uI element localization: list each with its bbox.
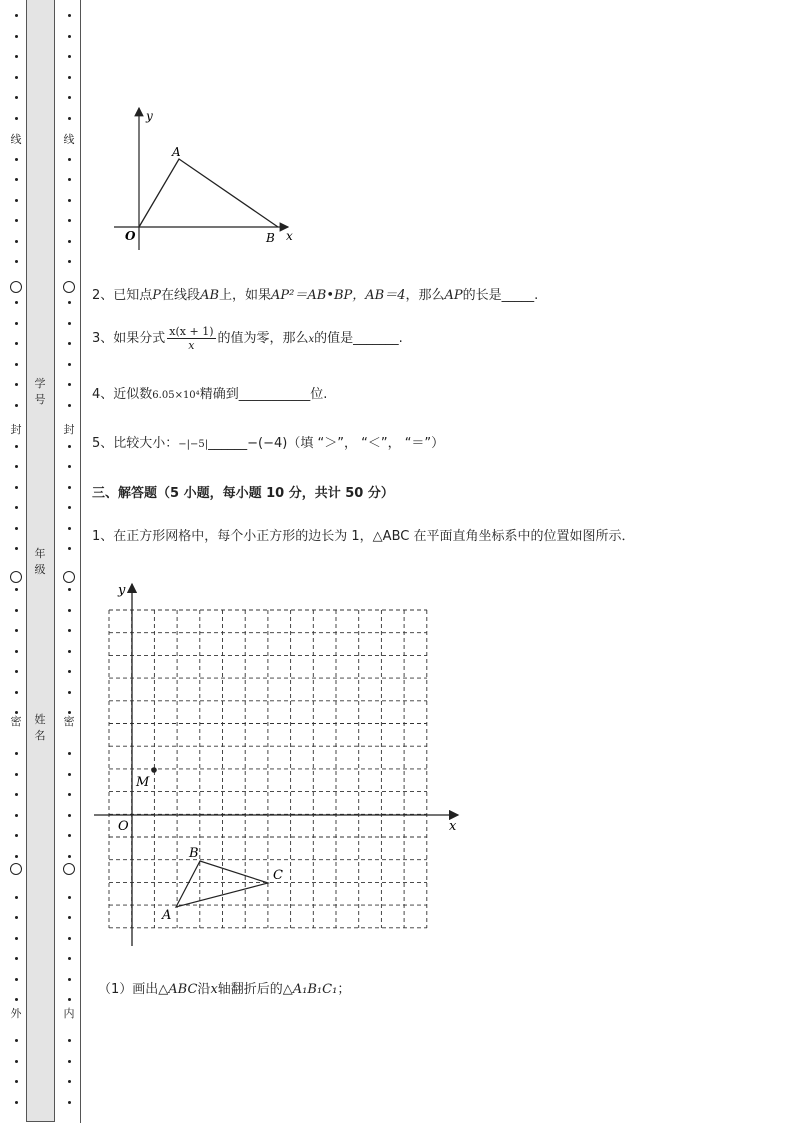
triangle-oab	[139, 159, 278, 227]
binding-dot	[15, 506, 18, 509]
binding-dot	[68, 322, 71, 325]
binding-dot	[68, 342, 71, 345]
sub1-text: 沿	[197, 982, 211, 997]
binding-rule	[80, 0, 81, 1123]
binding-cut-label: 密	[61, 715, 77, 729]
binding-circle	[10, 863, 22, 875]
q3-text: 的值为零，那么	[217, 331, 309, 346]
binding-dot	[15, 445, 18, 448]
binding-dot	[68, 404, 71, 407]
q3-text: 如果分式	[113, 331, 166, 346]
binding-circle	[10, 281, 22, 293]
q4-blank: 精确到___________位.	[199, 387, 328, 402]
binding-dot	[15, 916, 18, 919]
var-a1b1c1: A₁B₁C₁	[292, 982, 338, 997]
binding-circle	[63, 571, 75, 583]
binding-dot	[15, 96, 18, 99]
binding-dot	[68, 547, 71, 550]
binding-dot	[15, 322, 18, 325]
binding-dot	[68, 219, 71, 222]
question-number: 3、	[92, 331, 114, 346]
binding-dot	[68, 793, 71, 796]
binding-dot	[68, 814, 71, 817]
binding-dot	[15, 1101, 18, 1104]
coordinate-grid-figure	[90, 578, 470, 950]
section-heading: 三、解答题（5 小题，每小题 10 分，共计 50 分）	[92, 486, 394, 501]
binding-dot	[15, 363, 18, 366]
q2-text: ，那么	[405, 288, 445, 303]
var-ap: AP	[444, 288, 463, 303]
binding-dot	[68, 711, 71, 714]
var-p: P	[152, 288, 162, 303]
fraction-denominator: x	[188, 339, 195, 352]
binding-cut-label: 封	[61, 423, 77, 437]
binding-dot	[68, 76, 71, 79]
binding-dot	[68, 96, 71, 99]
binding-dot	[68, 957, 71, 960]
point-m	[151, 767, 157, 773]
grade-label: 年级	[34, 547, 46, 576]
binding-dot	[68, 650, 71, 653]
question-number: 5、	[92, 436, 114, 451]
binding-dot	[15, 711, 18, 714]
point-b-label: B	[266, 231, 275, 245]
binding-dot	[15, 773, 18, 776]
binding-dot	[15, 609, 18, 612]
q5-text: 比较大小：	[113, 436, 179, 451]
binding-circle	[10, 571, 22, 583]
point-c-label: C	[273, 868, 283, 883]
approx-number: 6.05×10⁴	[152, 390, 200, 401]
binding-margin	[0, 0, 84, 1123]
point-m-label: M	[136, 775, 150, 790]
binding-dot	[68, 629, 71, 632]
binding-dot	[68, 773, 71, 776]
var-x: x	[210, 982, 218, 997]
binding-cut-label: 线	[8, 133, 24, 147]
var-ab: AB	[200, 288, 220, 303]
q5-left-expression: −|−5|	[178, 439, 209, 450]
binding-dot	[68, 834, 71, 837]
sub1-text: 轴翻折后的△	[217, 982, 293, 997]
binding-dot	[68, 260, 71, 263]
q5-right-expression: −(−4)	[247, 436, 288, 451]
binding-dot	[68, 527, 71, 530]
binding-circle	[63, 863, 75, 875]
binding-dot	[15, 588, 18, 591]
binding-dot	[68, 1060, 71, 1063]
question-number: 4、	[92, 387, 114, 402]
binding-dot	[15, 937, 18, 940]
binding-dot	[15, 55, 18, 58]
binding-dot	[68, 158, 71, 161]
q2-blank: 的长是_____.	[462, 288, 539, 303]
binding-dot	[68, 1101, 71, 1104]
binding-dot	[68, 752, 71, 755]
binding-dot	[15, 1039, 18, 1042]
origin-label: O	[118, 819, 129, 834]
sub1-text: （1）画出△	[98, 982, 169, 997]
q2-equation: AP²＝AB•BP，AB＝4	[271, 288, 406, 303]
binding-dot	[68, 937, 71, 940]
question-4	[92, 383, 327, 402]
binding-dot	[68, 383, 71, 386]
binding-dot	[15, 670, 18, 673]
binding-dot	[68, 855, 71, 858]
var-abc: ABC	[168, 982, 198, 997]
binding-dot	[68, 363, 71, 366]
point-a-label: A	[172, 145, 181, 159]
binding-dot	[68, 486, 71, 489]
binding-dot	[68, 240, 71, 243]
binding-dot	[15, 14, 18, 17]
binding-dot	[68, 117, 71, 120]
q3-blank: 的值是_______.	[314, 331, 403, 346]
x-axis-label: x	[286, 229, 293, 243]
binding-dot	[15, 793, 18, 796]
binding-dot	[15, 629, 18, 632]
y-axis-label: y	[118, 583, 126, 598]
q2-text: 在线段	[161, 288, 201, 303]
name-label: 姓名	[34, 713, 46, 742]
dashed-grid	[109, 610, 427, 928]
binding-cut-label: 封	[8, 423, 24, 437]
binding-dot	[15, 240, 18, 243]
binding-dot	[15, 752, 18, 755]
binding-dot	[68, 301, 71, 304]
y-axis-label: y	[146, 109, 153, 123]
binding-dot	[68, 691, 71, 694]
binding-dot	[15, 1060, 18, 1063]
binding-dot	[15, 691, 18, 694]
binding-dot	[15, 527, 18, 530]
binding-dot	[68, 506, 71, 509]
binding-dot	[15, 896, 18, 899]
binding-dot	[15, 998, 18, 1001]
binding-dot	[68, 465, 71, 468]
binding-dot	[68, 445, 71, 448]
binding-dot	[68, 55, 71, 58]
binding-dot	[68, 916, 71, 919]
binding-dot	[68, 609, 71, 612]
inner-dotted-line	[63, 0, 77, 1123]
binding-dot	[68, 1080, 71, 1083]
question-5	[92, 432, 444, 451]
binding-dot	[15, 219, 18, 222]
x-axis-label: x	[449, 819, 457, 834]
problem-1-text: 1、在正方形网格中，每个小正方形的边长为 1，△ABC 在平面直角坐标系中的位置如图所示．	[92, 529, 635, 544]
q2-text: 已知点	[113, 288, 153, 303]
sub1-text: ；	[337, 982, 351, 997]
binding-dot	[15, 834, 18, 837]
binding-dot	[68, 14, 71, 17]
fraction-numerator: x(x + 1)	[169, 325, 214, 338]
student-number-label: 学号	[34, 377, 46, 406]
fraction	[167, 325, 215, 352]
outer-dotted-line	[10, 0, 24, 1123]
binding-circle	[63, 281, 75, 293]
binding-dot	[68, 199, 71, 202]
binding-dot	[15, 117, 18, 120]
binding-dot	[15, 158, 18, 161]
binding-dot	[68, 670, 71, 673]
sub-question-1	[98, 978, 350, 997]
binding-dot	[68, 35, 71, 38]
binding-dot	[15, 383, 18, 386]
binding-dot	[15, 178, 18, 181]
triangle-abc	[176, 861, 268, 907]
binding-cut-label: 密	[8, 715, 24, 729]
binding-cut-label: 线	[61, 133, 77, 147]
binding-dot	[15, 260, 18, 263]
binding-dot	[15, 978, 18, 981]
binding-dot	[15, 650, 18, 653]
binding-dot	[15, 199, 18, 202]
binding-dot	[68, 588, 71, 591]
binding-cut-label: 内	[61, 1007, 77, 1021]
binding-cut-label: 外	[8, 1007, 24, 1021]
origin-label: O	[125, 229, 136, 243]
question-3	[92, 325, 403, 352]
binding-dot	[15, 1080, 18, 1083]
point-a-label: A	[162, 908, 172, 923]
question-2	[92, 284, 538, 303]
binding-dot	[15, 547, 18, 550]
q2-text: 上，如果	[219, 288, 272, 303]
binding-dot	[15, 814, 18, 817]
var-x: x	[308, 334, 315, 345]
binding-dot	[15, 404, 18, 407]
binding-dot	[68, 896, 71, 899]
binding-dot	[15, 486, 18, 489]
binding-dot	[15, 957, 18, 960]
point-b-label: B	[189, 846, 199, 861]
binding-dot	[15, 855, 18, 858]
q5-blank: ______	[208, 436, 248, 451]
q5-instruction: （填 “＞”， “＜”， “＝”）	[287, 436, 445, 451]
triangle-oab-figure	[108, 104, 308, 252]
binding-dot	[15, 342, 18, 345]
binding-dot	[15, 465, 18, 468]
binding-dot	[68, 998, 71, 1001]
binding-dot	[15, 76, 18, 79]
binding-dot	[68, 178, 71, 181]
binding-dot	[68, 978, 71, 981]
question-number: 2、	[92, 288, 114, 303]
binding-dot	[15, 301, 18, 304]
binding-dot	[15, 35, 18, 38]
binding-dot	[68, 1039, 71, 1042]
q4-text: 近似数	[113, 387, 153, 402]
